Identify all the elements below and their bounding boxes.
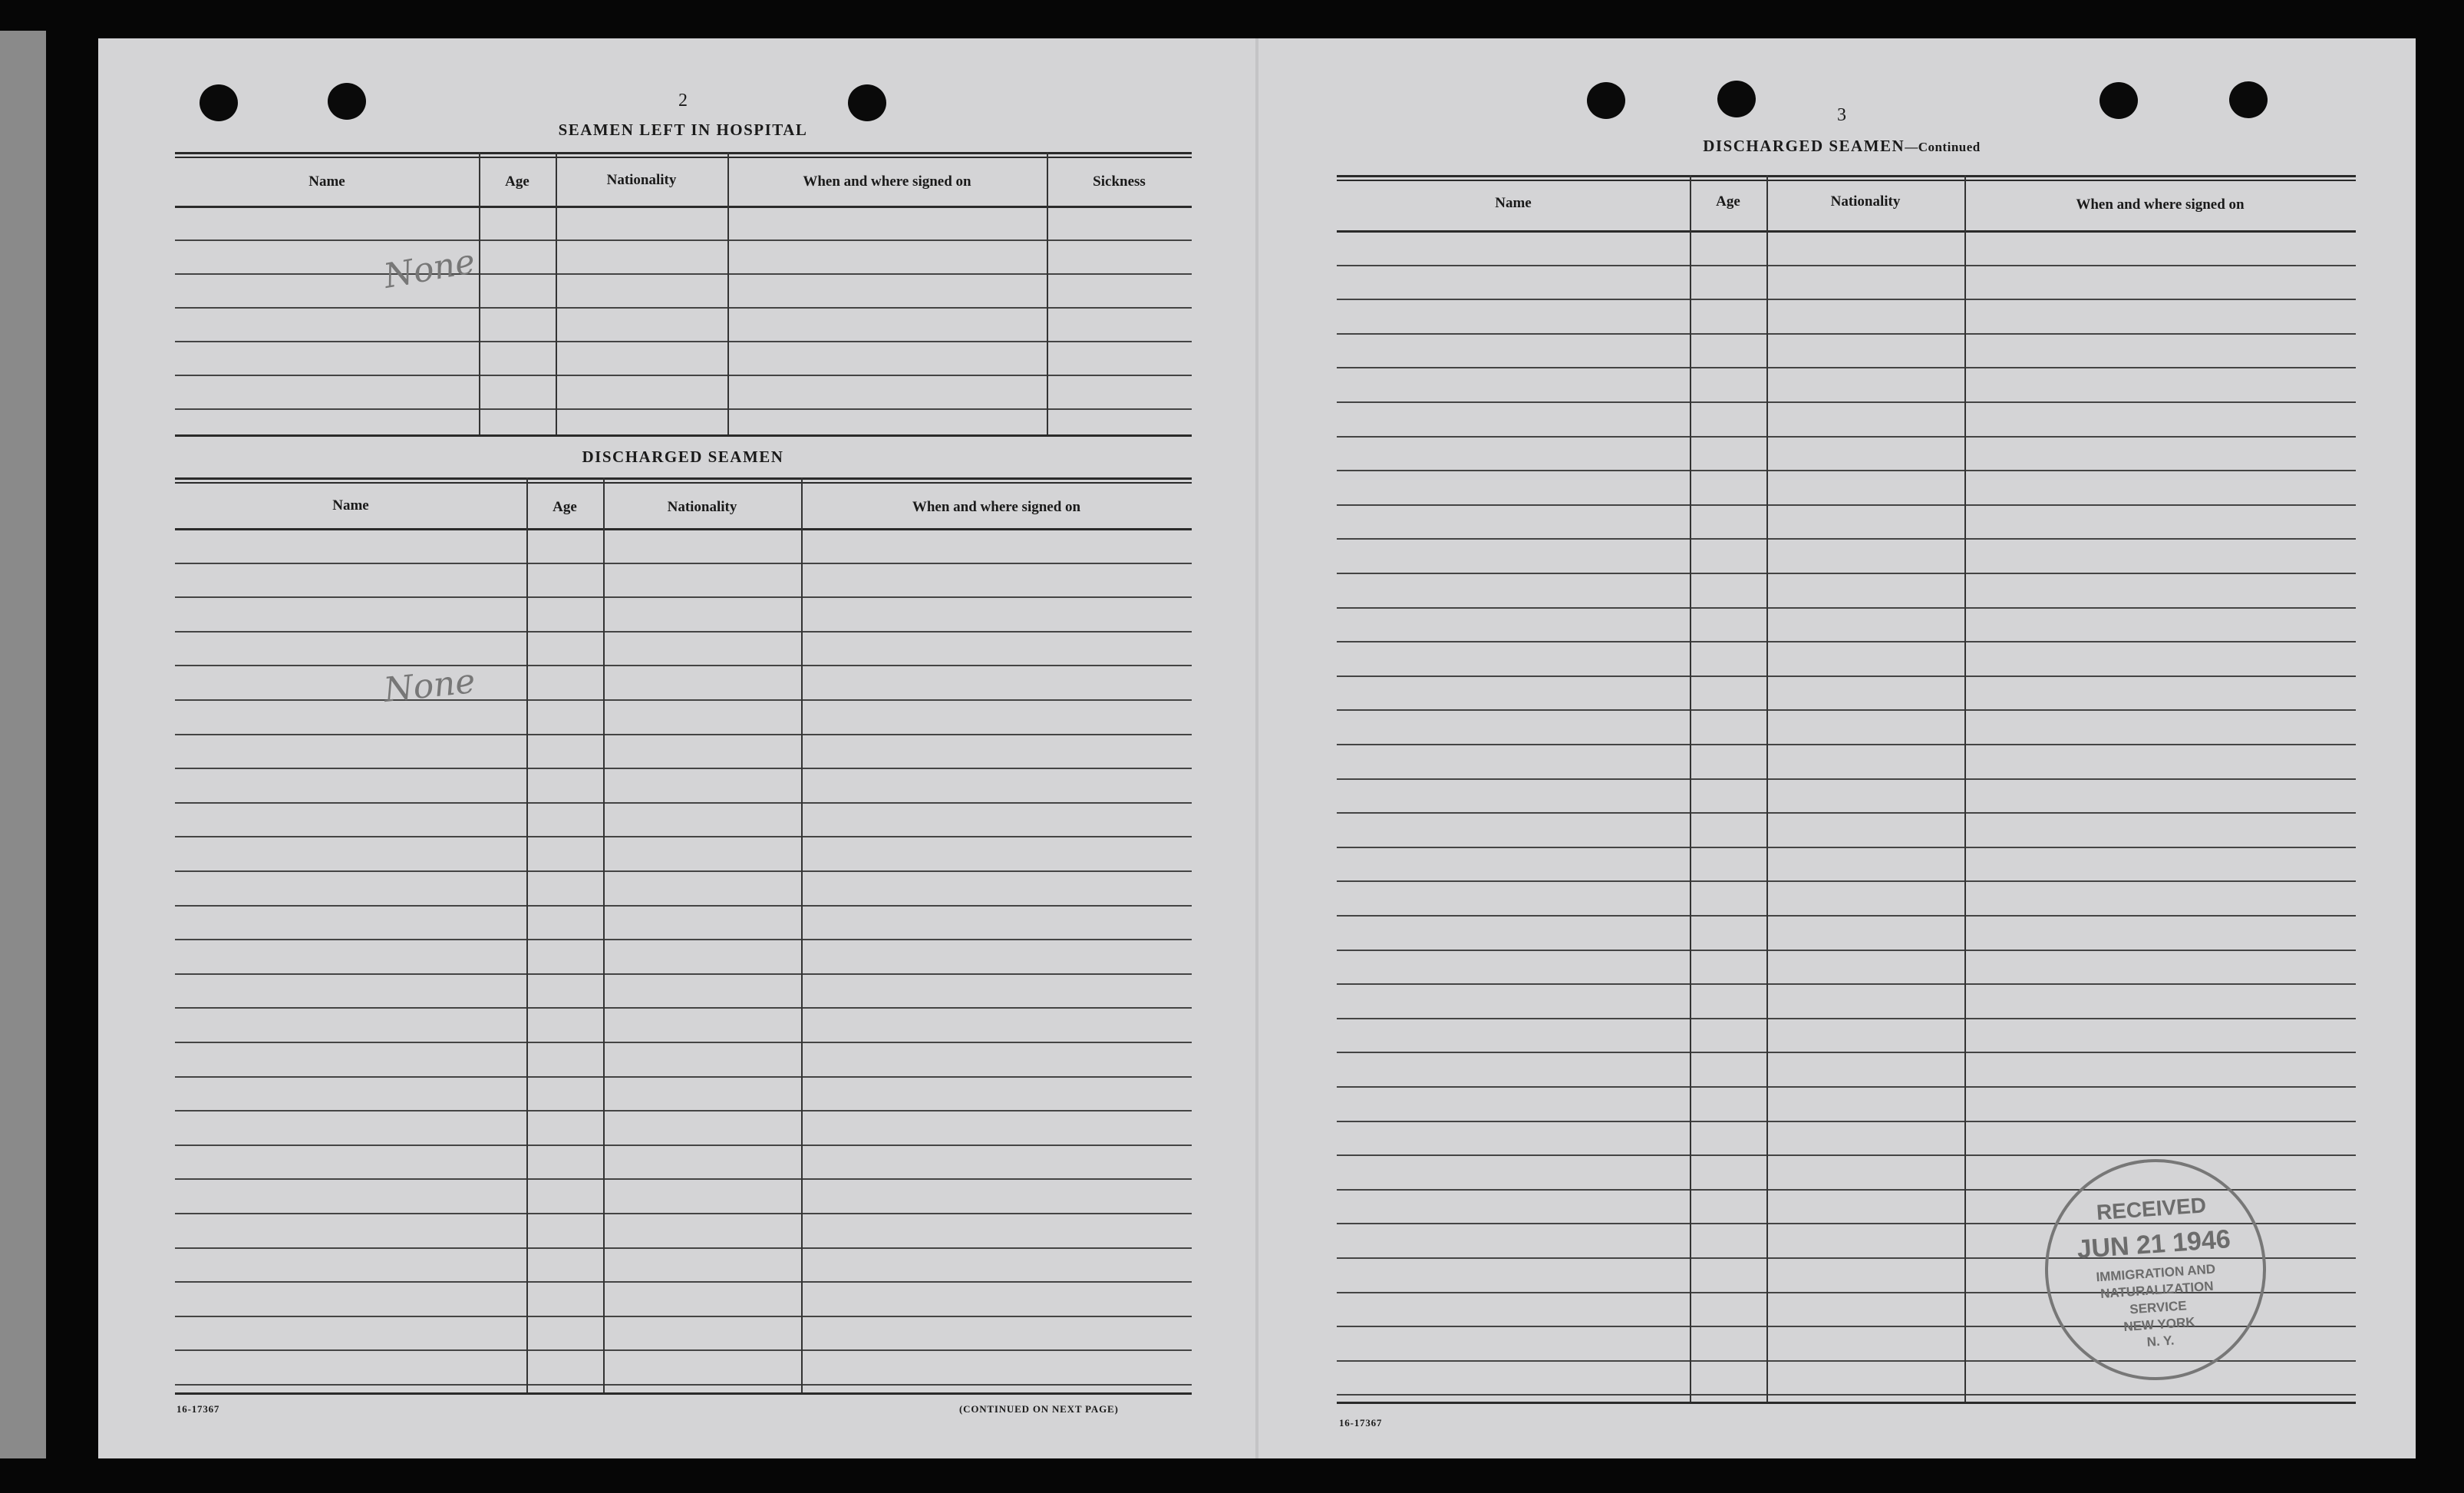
stamp-line6: NEW YORK [2123,1314,2196,1335]
row-rule [175,1042,1192,1043]
row-rule [175,375,1192,376]
row-rule [175,596,1192,598]
column-divider [526,477,528,1392]
page-fold [1255,38,1258,1458]
row-rule [1337,1121,2356,1122]
left-page-number: 2 [678,91,688,111]
handwritten-none-discharged: None [381,661,477,711]
stamp-line7: N. Y. [2146,1333,2175,1349]
row-rule [175,1349,1192,1351]
row-rule [175,870,1192,872]
row-rule [175,836,1192,837]
stamp-line3: IMMIGRATION AND [2095,1261,2216,1285]
column-divider [556,152,557,434]
row-rule [175,1110,1192,1111]
col-header-name: Name [1495,195,1532,211]
row-rule [1337,641,2356,642]
row-rule [1337,265,2356,266]
punch-hole [2100,82,2138,119]
row-rule [1337,847,2356,848]
row-rule [175,802,1192,804]
row-rule [1337,436,2356,438]
row-rule [175,734,1192,735]
row-rule [1337,1086,2356,1088]
punch-hole [200,84,238,121]
row-rule [1337,675,2356,677]
right-section-title-main: DISCHARGED SEAMEN [1703,137,1905,155]
col-header-nationality: Nationality [606,172,677,188]
column-divider [1964,175,1966,1402]
row-rule [175,1316,1192,1317]
col-header-age: Age [553,499,577,515]
header-rule [1337,230,2356,233]
row-rule [1337,538,2356,540]
handwritten-none-hospital: None [381,242,478,296]
discharged-section-title: DISCHARGED SEAMEN [582,448,784,466]
stamp-line4: NATURALIZATION [2100,1278,2215,1302]
col-header-nationality: Nationality [667,499,737,515]
col-header-signed-on: When and where signed on [2076,197,2245,213]
row-rule [1337,1394,2356,1396]
row-rule [175,768,1192,769]
header-rule [175,206,1192,208]
row-rule [1337,744,2356,745]
punch-hole [1587,82,1625,119]
row-rule [175,563,1192,564]
row-rule [1337,367,2356,368]
row-rule [1337,504,2356,506]
left-form-number: 16-17367 [176,1403,220,1415]
table-top-rule [175,152,1192,158]
column-divider [1766,175,1768,1402]
col-header-sickness: Sickness [1093,173,1146,190]
row-rule [1337,709,2356,711]
row-rule [1337,607,2356,609]
col-header-signed-on: When and where signed on [912,499,1081,515]
column-divider [479,152,480,434]
column-divider [727,152,729,434]
row-rule [175,307,1192,309]
row-rule [175,939,1192,940]
row-rule [1337,401,2356,403]
scanner-edge-strip [0,31,46,1458]
row-rule [175,665,1192,666]
column-divider [603,477,605,1392]
row-rule [175,1247,1192,1249]
header-rule [175,528,1192,530]
row-rule [1337,950,2356,951]
punch-hole [848,84,886,121]
row-rule [175,273,1192,275]
row-rule [175,239,1192,241]
row-rule [175,408,1192,410]
row-rule [1337,812,2356,814]
col-header-name: Name [332,497,369,514]
punch-hole [328,83,366,120]
column-divider [1690,175,1691,1402]
bottom-rule [1337,1402,2356,1404]
row-rule [175,973,1192,975]
hospital-table [175,152,1192,436]
row-rule [1337,983,2356,985]
column-divider [1047,152,1048,434]
row-rule [175,341,1192,342]
col-header-age: Age [505,173,529,190]
table-top-rule [175,477,1192,484]
row-rule [175,1076,1192,1078]
right-form-number: 16-17367 [1339,1417,1383,1429]
row-rule [1337,880,2356,882]
right-section-title [1611,137,2072,156]
stamp-line5: SERVICE [2129,1298,2188,1317]
table-top-rule [1337,175,2356,181]
col-header-signed-on: When and where signed on [803,173,971,190]
punch-hole [1717,81,1756,117]
stamp-date: JUN 21 1946 [2076,1224,2231,1265]
right-page-number: 3 [1837,105,1846,125]
row-rule [1337,1052,2356,1053]
discharged-table [175,477,1192,1395]
col-header-name: Name [308,173,345,190]
col-header-nationality: Nationality [1830,193,1901,210]
column-divider [801,477,803,1392]
row-rule [175,1384,1192,1386]
row-rule [175,905,1192,907]
row-rule [175,631,1192,633]
row-rule [175,1213,1192,1214]
row-rule [1337,1018,2356,1019]
row-rule [1337,573,2356,574]
bottom-rule [175,1392,1192,1395]
row-rule [1337,1154,2356,1156]
row-rule [175,1178,1192,1180]
row-rule [175,699,1192,701]
col-header-age: Age [1716,193,1740,210]
row-rule [1337,470,2356,471]
row-rule [175,1145,1192,1146]
stamp-received: RECEIVED [2095,1193,2207,1225]
punch-hole [2229,81,2268,118]
row-rule [1337,915,2356,917]
row-rule [175,1007,1192,1009]
right-section-title-suffix: —Continued [1905,140,1981,154]
hospital-section-title: SEAMEN LEFT IN HOSPITAL [558,121,808,139]
row-rule [175,1281,1192,1283]
row-rule [1337,778,2356,780]
row-rule [1337,299,2356,300]
bottom-rule [175,434,1192,437]
row-rule [1337,333,2356,335]
continued-note: (CONTINUED ON NEXT PAGE) [959,1403,1119,1415]
